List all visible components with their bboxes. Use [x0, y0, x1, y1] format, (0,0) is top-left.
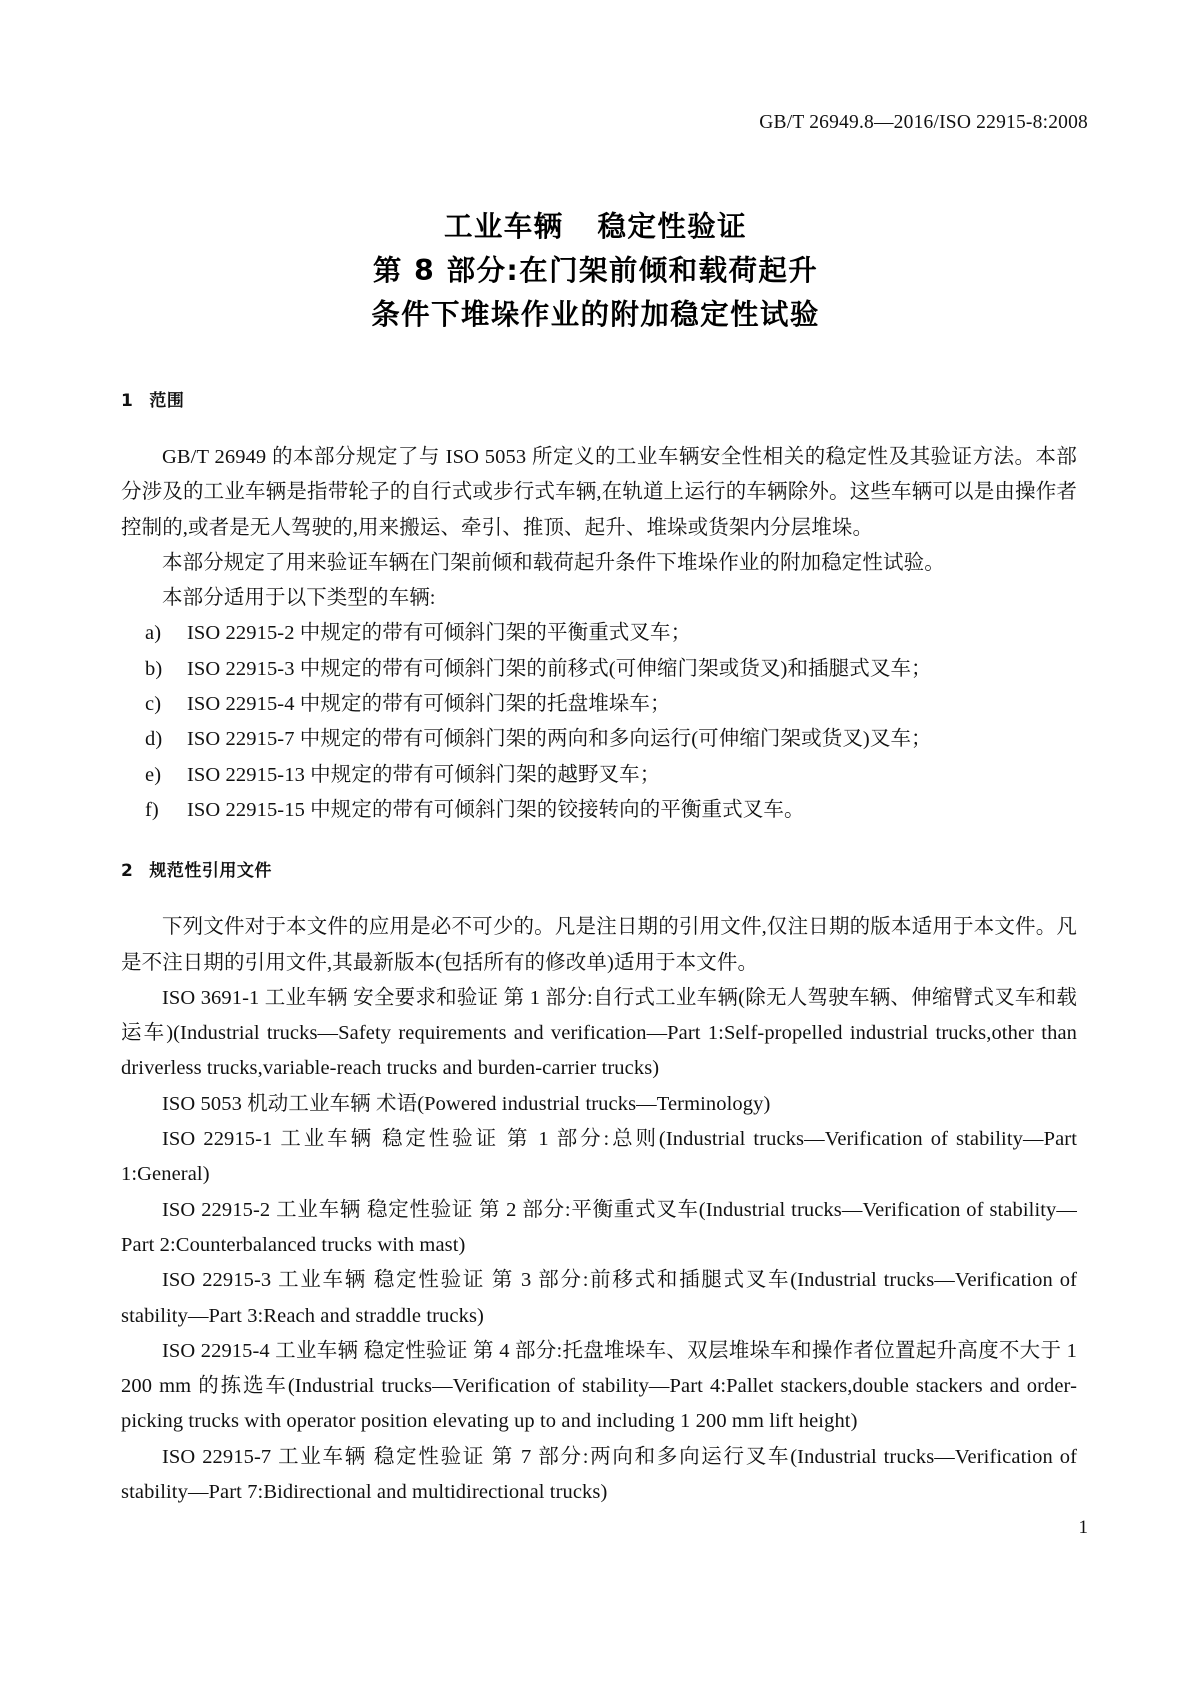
clause-1-paragraph-2: 本部分规定了用来验证车辆在门架前倾和载荷起升条件下堆垛作业的附加稳定性试验。: [162, 551, 945, 574]
spacer: [121, 884, 1077, 910]
reference-entry: ISO 22915-4 工业车辆 稳定性验证 第 4 部分:托盘堆垛车、双层堆垛车和操作者位置起升高度不大于 1 200 mm 的拣选车(Industrial trucks—Verification of stability—Part 4:Pallet stackers,double stackers and order-picking trucks with operator position elevating up to and including 1 200 mm lift height): [121, 1339, 1077, 1433]
clause-2-number: 2: [121, 861, 134, 882]
list-item: [121, 722, 1077, 757]
list-item-text: ISO 22915-4 中规定的带有可倾斜门架的托盘堆垛车；: [187, 693, 671, 716]
standard-number: GB/T 26949.8—2016/ISO 22915-8:2008: [759, 112, 1088, 133]
list-marker: a): [145, 622, 162, 645]
title-line-3: 条件下堆垛作业的附加稳定性试验: [371, 298, 820, 331]
document-title: [0, 205, 1191, 337]
list-item-text: ISO 22915-3 中规定的带有可倾斜门架的前移式(可伸缩门架或货叉)和插腿式叉车；: [187, 657, 932, 680]
reference-entry: ISO 5053 机动工业车辆 术语(Powered industrial trucks—Terminology): [162, 1092, 771, 1115]
clause-1-paragraph-1: GB/T 26949 的本部分规定了与 ISO 5053 所定义的工业车辆安全性相关的稳定性及其验证方法。本部分涉及的工业车辆是指带轮子的自行式或步行式车辆,在轨道上运行的车辆除外。这些车辆可以是由操作者控制的,或者是无人驾驶的,用来搬运、牵引、推顶、起升、堆垛或货架内分层堆垛。: [121, 446, 1077, 539]
clause-2-heading: [121, 858, 1077, 884]
clause-1-number: 1: [121, 391, 134, 411]
list-item-text: ISO 22915-15 中规定的带有可倾斜门架的铰接转向的平衡重式叉车。: [187, 798, 805, 821]
list-item-text: ISO 22915-2 中规定的带有可倾斜门架的平衡重式叉车；: [187, 622, 692, 645]
document-body: [121, 388, 1077, 1510]
spacer: [121, 828, 1077, 858]
clause-2-title: 规范性引用文件: [149, 861, 272, 882]
list-marker: c): [145, 693, 162, 716]
reference-entry: ISO 22915-2 工业车辆 稳定性验证 第 2 部分:平衡重式叉车(Industrial trucks—Verification of stability—Part 2:Counterbalanced trucks with mast): [121, 1198, 1077, 1256]
clause-1-title: 范围: [149, 391, 185, 411]
list-marker: e): [145, 763, 162, 786]
list-item: [121, 687, 1077, 722]
list-item-text: ISO 22915-7 中规定的带有可倾斜门架的两向和多向运行(可伸缩门架或货叉)叉车；: [187, 728, 932, 751]
running-header: [759, 112, 1088, 134]
list-marker: d): [145, 728, 163, 751]
list-item: [121, 758, 1077, 793]
list-item-text: ISO 22915-13 中规定的带有可倾斜门架的越野叉车；: [187, 763, 661, 786]
list-item: [121, 793, 1077, 828]
reference-entry: ISO 22915-3 工业车辆 稳定性验证 第 3 部分:前移式和插腿式叉车(Industrial trucks—Verification of stability—Part 3:Reach and straddle trucks): [121, 1269, 1077, 1327]
list-marker: f): [145, 798, 159, 821]
list-item: [121, 652, 1077, 687]
clause-1-paragraph-3: 本部分适用于以下类型的车辆:: [162, 587, 436, 610]
clause-2-intro: 下列文件对于本文件的应用是必不可少的。凡是注日期的引用文件,仅注日期的版本适用于本文件。凡是不注日期的引用文件,其最新版本(包括所有的修改单)适用于本文件。: [121, 916, 1077, 974]
title-line-2: 第 8 部分:在门架前倾和载荷起升: [372, 254, 819, 287]
spacer: [121, 414, 1077, 440]
reference-entry: ISO 22915-1 工业车辆 稳定性验证 第 1 部分:总则(Industrial trucks—Verification of stability—Part 1:General): [121, 1128, 1077, 1186]
page-number: 1: [1078, 1517, 1088, 1538]
reference-entry: ISO 3691-1 工业车辆 安全要求和验证 第 1 部分:自行式工业车辆(除无人驾驶车辆、伸缩臂式叉车和载运车)(Industrial trucks—Safety requirements and verification—Part 1:Self-propelled industrial trucks,other than driverless trucks,variable-reach trucks and burden-carrier trucks): [121, 986, 1077, 1080]
list-item: [121, 616, 1077, 651]
reference-entry: ISO 22915-7 工业车辆 稳定性验证 第 7 部分:两向和多向运行叉车(Industrial trucks—Verification of stability—Part 7:Bidirectional and multidirectional trucks): [121, 1445, 1077, 1504]
list-marker: b): [145, 657, 163, 680]
title-line-1: 工业车辆 稳定性验证: [443, 210, 748, 243]
clause-1-heading: [121, 388, 1077, 414]
clause-1-truck-type-list: [121, 616, 1077, 828]
